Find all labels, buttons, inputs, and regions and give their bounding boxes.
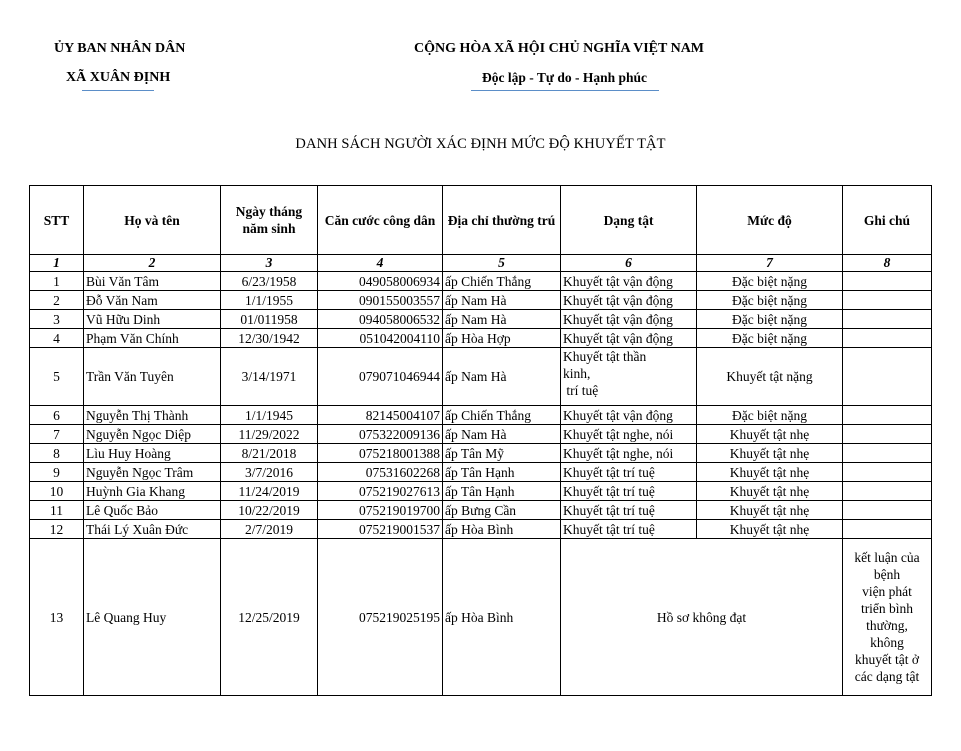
cell-name: Trần Văn Tuyên [84,348,221,406]
cell-name: Nguyễn Ngọc Trâm [84,463,221,482]
col-header-note: Ghi chú [843,186,932,255]
cell-type: Khuyết tật trí tuệ [561,463,697,482]
cell-level: Khuyết tật nhẹ [697,520,843,539]
cell-name: Nguyễn Ngọc Diệp [84,425,221,444]
cell-type: Khuyết tật vận động [561,272,697,291]
cell-stt: 1 [30,272,84,291]
cell-text-line: kết luận của [854,550,920,565]
cell-level: Khuyết tật nặng [697,348,843,406]
cell-dob: 1/1/1945 [221,406,318,425]
table-row [30,348,932,406]
col-header-id: Căn cước công dân [318,186,443,255]
cell-address: ấp Hòa Bình [443,539,561,696]
cell-address: ấp Nam Hà [443,291,561,310]
cell-note [843,329,932,348]
cell-address: ấp Nam Hà [443,348,561,406]
cell-text-line: bệnh [873,567,901,582]
table-row [30,425,932,444]
cell-type: Khuyết tật nghe, nói [561,425,697,444]
cell-id: 075219001537 [318,520,443,539]
cell-dob: 6/23/1958 [221,272,318,291]
cell-id: 094058006532 [318,310,443,329]
cell-id: 090155003557 [318,291,443,310]
cell-type: Khuyết tật vận động [561,406,697,425]
cell-level: Khuyết tật nhẹ [697,463,843,482]
table-row [30,310,932,329]
col-header-stt: STT [30,186,84,255]
cell-level: Khuyết tật nhẹ [697,444,843,463]
cell-text-line: Khuyết tật thần [563,349,647,364]
cell-dob: 3/7/2016 [221,463,318,482]
cell-stt: 9 [30,463,84,482]
table-header-row [30,186,932,255]
cell-id: 075219027613 [318,482,443,501]
cell-note [843,482,932,501]
cell-stt: 4 [30,329,84,348]
cell-level: Khuyết tật nhẹ [697,482,843,501]
motto-underline [471,90,659,91]
cell-stt: 13 [30,539,84,696]
cell-dob: 3/14/1971 [221,348,318,406]
col-header-type: Dạng tật [561,186,697,255]
cell-address: ấp Tân Hạnh [443,463,561,482]
table-row [30,539,932,696]
cell-address: ấp Nam Hà [443,425,561,444]
cell-name: Phạm Văn Chính [84,329,221,348]
cell-type [561,348,697,406]
cell-address: ấp Chiến Thắng [443,272,561,291]
cell-note [843,520,932,539]
cell-note [843,463,932,482]
cell-dob: 2/7/2019 [221,520,318,539]
cell-text-line: các dạng tật [854,669,920,684]
cell-type: Khuyết tật vận động [561,310,697,329]
cell-note [843,425,932,444]
cell-type: Khuyết tật trí tuệ [561,501,697,520]
cell-type: Khuyết tật trí tuệ [561,482,697,501]
table-row [30,291,932,310]
cell-level: Đặc biệt nặng [697,406,843,425]
cell-level: Khuyết tật nhẹ [697,501,843,520]
col-number: 3 [221,255,318,272]
table-row [30,272,932,291]
cell-name: Lìu Huy Hoàng [84,444,221,463]
cell-dob: 11/24/2019 [221,482,318,501]
cell-note [843,539,932,696]
cell-text-line: triển bình [860,601,914,616]
table-row [30,329,932,348]
cell-name: Lê Quang Huy [84,539,221,696]
cell-note [843,310,932,329]
cell-name: Huỳnh Gia Khang [84,482,221,501]
commune-underline [82,90,154,91]
cell-id: 075219025195 [318,539,443,696]
cell-stt: 5 [30,348,84,406]
table-row [30,482,932,501]
col-header-address: Địa chỉ thường trú [443,186,561,255]
cell-text-line: kinh, [563,366,591,381]
national-title: CỘNG HÒA XÃ HỘI CHỦ NGHĨA VIỆT NAM [414,41,705,56]
cell-dob: 11/29/2022 [221,425,318,444]
col-number: 4 [318,255,443,272]
cell-level: Đặc biệt nặng [697,310,843,329]
col-number: 8 [843,255,932,272]
cell-address: ấp Hòa Hợp [443,329,561,348]
cell-address: ấp Chiến Thắng [443,406,561,425]
cell-id: 079071046944 [318,348,443,406]
col-header-level: Mức độ [697,186,843,255]
cell-address: ấp Nam Hà [443,310,561,329]
cell-id: 049058006934 [318,272,443,291]
cell-dob: 10/22/2019 [221,501,318,520]
cell-id: 82145004107 [318,406,443,425]
cell-id: 075219019700 [318,501,443,520]
table-row [30,406,932,425]
col-header-name: Họ và tên [84,186,221,255]
cell-stt: 12 [30,520,84,539]
cell-name: Thái Lý Xuân Đức [84,520,221,539]
cell-dob: 12/25/2019 [221,539,318,696]
cell-name: Nguyễn Thị Thành [84,406,221,425]
cell-text-line: trí tuệ [563,383,599,398]
cell-text-line: thường, [866,618,908,633]
col-number: 1 [30,255,84,272]
cell-dob: 12/30/1942 [221,329,318,348]
column-number-row [30,255,932,272]
table-row [30,444,932,463]
cell-id: 07531602268 [318,463,443,482]
cell-text-line: không [870,635,904,650]
cell-type: Khuyết tật vận động [561,291,697,310]
national-motto: Độc lập - Tự do - Hạnh phúc [482,70,648,85]
cell-dob: 1/1/1955 [221,291,318,310]
cell-note [843,291,932,310]
cell-id: 075322009136 [318,425,443,444]
cell-note [843,406,932,425]
cell-stt: 3 [30,310,84,329]
cell-level: Khuyết tật nhẹ [697,425,843,444]
cell-note [843,444,932,463]
cell-note [843,501,932,520]
cell-text-line: viện phát [862,584,912,599]
col-number: 7 [697,255,843,272]
cell-type: Khuyết tật vận động [561,329,697,348]
disability-list-table [29,185,932,696]
cell-dob: 8/21/2018 [221,444,318,463]
cell-name: Đỗ Văn Nam [84,291,221,310]
table-row [30,501,932,520]
cell-id: 051042004110 [318,329,443,348]
col-number: 6 [561,255,697,272]
col-header-dob: Ngày tháng năm sinh [221,186,318,255]
cell-stt: 6 [30,406,84,425]
cell-name: Bùi Văn Tâm [84,272,221,291]
col-number: 5 [443,255,561,272]
cell-level: Đặc biệt nặng [697,329,843,348]
commune-name: XÃ XUÂN ĐỊNH [66,70,171,85]
cell-stt: 7 [30,425,84,444]
cell-stt: 2 [30,291,84,310]
cell-stt: 11 [30,501,84,520]
cell-stt: 10 [30,482,84,501]
table-row [30,520,932,539]
cell-dob: 01/011958 [221,310,318,329]
cell-stt: 8 [30,444,84,463]
cell-id: 075218001388 [318,444,443,463]
cell-note [843,348,932,406]
cell-text-line: khuyết tật ở [854,652,920,667]
document-title: DANH SÁCH NGƯỜI XÁC ĐỊNH MỨC ĐỘ KHUYẾT TẬT [295,136,666,152]
cell-note [843,272,932,291]
col-number: 2 [84,255,221,272]
table-row [30,463,932,482]
cell-name: Lê Quốc Bảo [84,501,221,520]
cell-merged-status: Hồ sơ không đạt [561,539,843,696]
cell-level: Đặc biệt nặng [697,272,843,291]
agency-name: ỦY BAN NHÂN DÂN [54,41,186,56]
cell-level: Đặc biệt nặng [697,291,843,310]
cell-address: ấp Tân Hạnh [443,482,561,501]
cell-address: ấp Tân Mỹ [443,444,561,463]
cell-type: Khuyết tật trí tuệ [561,520,697,539]
cell-type: Khuyết tật nghe, nói [561,444,697,463]
cell-address: ấp Hòa Bình [443,520,561,539]
cell-address: ấp Bưng Cần [443,501,561,520]
cell-name: Vũ Hữu Dinh [84,310,221,329]
